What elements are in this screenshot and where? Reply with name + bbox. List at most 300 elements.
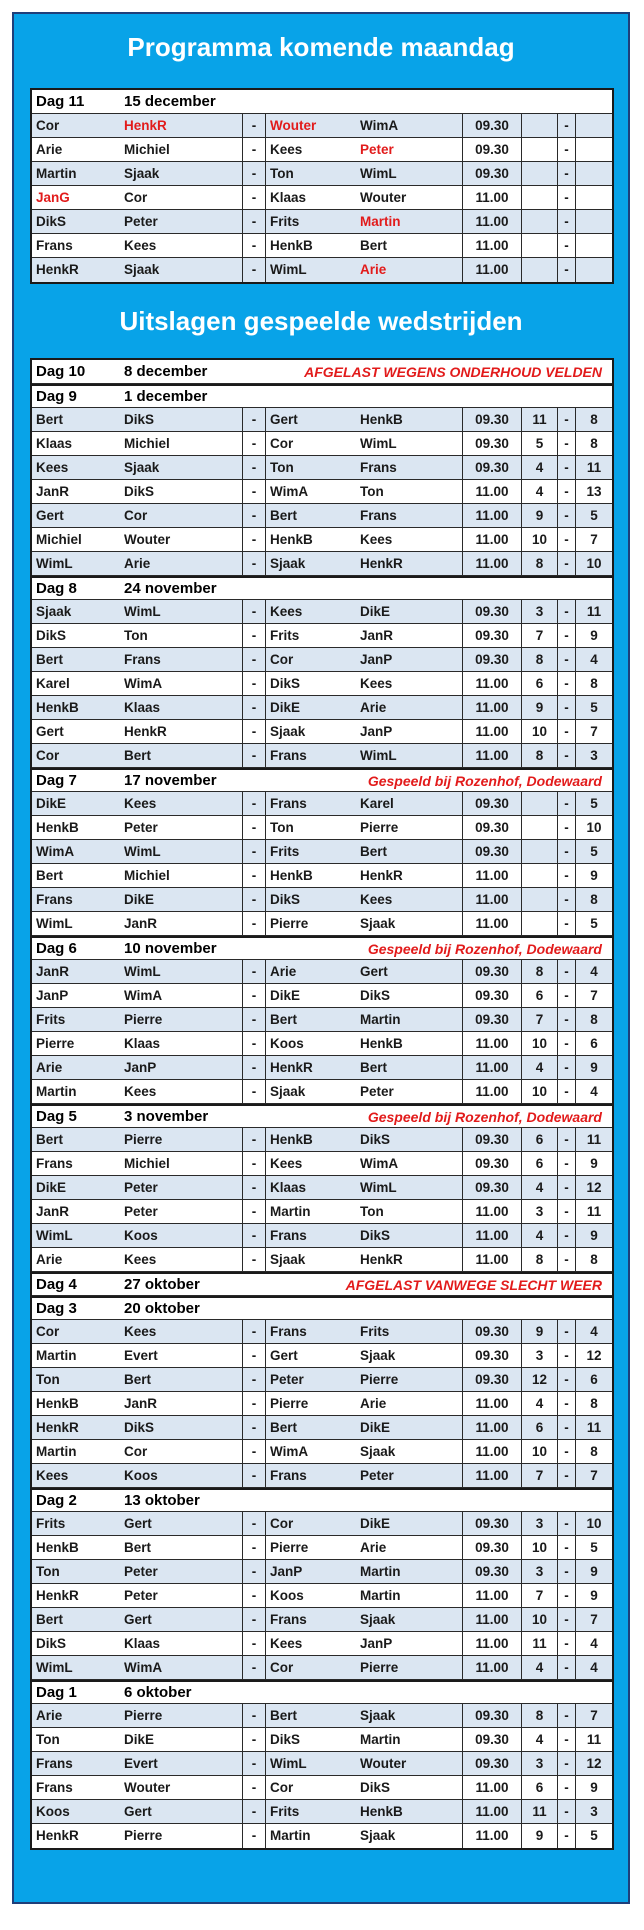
match-cell-s1: 8 (522, 960, 558, 984)
match-cell-b1: Sjaak (270, 1084, 306, 1099)
match-cell-sep: - (558, 1392, 576, 1416)
match-cell-time: 11.00 (462, 258, 522, 282)
match-cell-b1: Gert (270, 1348, 298, 1363)
match-cell-b2: DikS (360, 988, 391, 1003)
match-row (32, 1752, 612, 1776)
match-cell-time: 09.30 (462, 1704, 522, 1728)
match-cell-a2: Wouter (124, 1780, 171, 1795)
match-cell-dash: - (242, 1032, 266, 1056)
day-date: 20 oktober (124, 1300, 200, 1317)
match-cell-a1: WimL (36, 916, 73, 931)
day-date: 24 november (124, 580, 217, 597)
match-cell-b2: HenkB (360, 1804, 403, 1819)
match-cell-b1: Bert (270, 1012, 298, 1027)
match-cell-s1: 11 (522, 1800, 558, 1824)
match-cell-s2: 4 (590, 652, 598, 667)
match-cell-time: 09.30 (462, 1320, 522, 1344)
match-cell-s2: 5 (590, 844, 598, 859)
match-cell-a1: Bert (36, 1612, 64, 1627)
match-cell-b1: Frits (270, 1804, 300, 1819)
match-cell-s2: 8 (590, 1444, 598, 1459)
match-cell-a2: DikS (124, 484, 155, 499)
match-cell-s2: 5 (590, 1828, 598, 1843)
match-cell-b2: Bert (360, 1060, 388, 1075)
match-cell-b1: DikS (270, 892, 301, 907)
match-cell-sep: - (558, 1224, 576, 1248)
match-cell-sep: - (558, 864, 576, 888)
match-row (32, 1248, 612, 1272)
match-cell-sep: - (558, 744, 576, 768)
match-cell-s2: 9 (590, 868, 598, 883)
match-cell-dash: - (242, 1344, 266, 1368)
match-row (32, 1776, 612, 1800)
match-cell-sep: - (558, 1584, 576, 1608)
match-cell-a2: Peter (124, 214, 158, 229)
match-cell-dash: - (242, 1776, 266, 1800)
match-cell-s1 (522, 888, 558, 912)
match-cell-b2: Martin (360, 214, 401, 229)
match-cell-s2 (576, 138, 612, 162)
match-cell-sep: - (558, 840, 576, 864)
match-cell-sep: - (558, 1128, 576, 1152)
match-cell-s2: 11 (586, 460, 602, 475)
match-cell-time: 11.00 (462, 744, 522, 768)
match-cell-time: 11.00 (462, 1656, 522, 1680)
match-cell-a2: DikE (124, 892, 155, 907)
match-cell-a2: Klaas (124, 1636, 161, 1651)
match-cell-s1 (522, 138, 558, 162)
match-cell-a1: Ton (36, 1372, 60, 1387)
match-row (32, 792, 612, 816)
match-cell-s2: 8 (590, 1252, 598, 1267)
match-cell-s2: 11 (586, 1420, 602, 1435)
match-cell-a1: HenkR (36, 1588, 79, 1603)
match-cell-s1 (522, 114, 558, 138)
match-cell-s1: 6 (522, 984, 558, 1008)
match-cell-sep: - (558, 816, 576, 840)
match-cell-b2: Arie (360, 1396, 387, 1411)
match-cell-b1: Cor (270, 652, 294, 667)
program-table (30, 88, 614, 284)
match-cell-b1: Martin (270, 1204, 311, 1219)
match-cell-sep: - (558, 1752, 576, 1776)
match-row (32, 864, 612, 888)
match-cell-a1: Martin (36, 166, 77, 181)
match-row (32, 840, 612, 864)
match-row (32, 1152, 612, 1176)
match-cell-time: 11.00 (462, 210, 522, 234)
match-cell-b2: Kees (360, 892, 393, 907)
match-cell-a2: Bert (124, 1372, 152, 1387)
match-cell-a2: JanP (124, 1060, 157, 1075)
match-cell-b2: Martin (360, 1012, 401, 1027)
match-cell-b2: Kees (360, 532, 393, 547)
match-cell-b2: Pierre (360, 820, 399, 835)
match-cell-a1: Martin (36, 1348, 77, 1363)
match-cell-b1: Pierre (270, 1396, 309, 1411)
match-cell-s1 (522, 816, 558, 840)
match-cell-time: 11.00 (462, 504, 522, 528)
match-cell-a2: WimL (124, 964, 161, 979)
match-cell-b2: HenkR (360, 556, 403, 571)
match-row (32, 1080, 612, 1104)
match-cell-a2: Ton (124, 628, 148, 643)
match-cell-time: 09.30 (462, 1152, 522, 1176)
match-cell-sep: - (558, 648, 576, 672)
match-row (32, 408, 612, 432)
match-cell-b1: Frits (270, 844, 300, 859)
match-row (32, 1056, 612, 1080)
match-cell-a1: DikS (36, 1636, 67, 1651)
match-cell-dash: - (242, 162, 266, 186)
match-cell-dash: - (242, 186, 266, 210)
match-cell-time: 09.30 (462, 1512, 522, 1536)
match-cell-s2: 8 (590, 676, 598, 691)
match-cell-dash: - (242, 792, 266, 816)
match-cell-a1: Frans (36, 238, 73, 253)
match-cell-b2: JanP (360, 724, 393, 739)
match-cell-time: 11.00 (462, 720, 522, 744)
match-cell-a1: Arie (36, 1708, 63, 1723)
match-cell-s1: 6 (522, 1128, 558, 1152)
match-cell-time: 09.30 (462, 1128, 522, 1152)
match-cell-time: 11.00 (462, 186, 522, 210)
match-cell-b2: Sjaak (360, 1708, 396, 1723)
match-cell-sep: - (558, 1176, 576, 1200)
match-cell-time: 11.00 (462, 1224, 522, 1248)
match-cell-a1: Frans (36, 892, 73, 907)
match-cell-a2: Peter (124, 820, 158, 835)
match-cell-sep: - (558, 792, 576, 816)
match-cell-time: 11.00 (462, 1032, 522, 1056)
match-cell-time: 09.30 (462, 1560, 522, 1584)
match-cell-s2: 9 (590, 1060, 598, 1075)
match-cell-b1: Koos (270, 1036, 304, 1051)
match-cell-a2: Michiel (124, 868, 170, 883)
match-cell-time: 11.00 (462, 912, 522, 936)
match-cell-a2: WimA (124, 676, 163, 691)
match-row (32, 960, 612, 984)
match-cell-dash: - (242, 696, 266, 720)
day-header (32, 384, 612, 408)
match-cell-a2: Gert (124, 1804, 152, 1819)
match-cell-s2: 5 (590, 1540, 598, 1555)
match-row (32, 600, 612, 624)
match-cell-a2: WimA (124, 1660, 163, 1675)
match-cell-time: 09.30 (462, 1752, 522, 1776)
match-cell-sep: - (558, 258, 576, 282)
match-row (32, 1728, 612, 1752)
match-cell-a2: Pierre (124, 1708, 163, 1723)
match-cell-sep: - (558, 528, 576, 552)
day-header (32, 1296, 612, 1320)
match-cell-b1: Pierre (270, 916, 309, 931)
match-cell-s2: 7 (590, 1708, 598, 1723)
schedule-panel (12, 12, 630, 1904)
match-cell-s1: 10 (522, 1032, 558, 1056)
match-cell-dash: - (242, 1320, 266, 1344)
match-cell-b1: DikS (270, 676, 301, 691)
match-cell-b1: WimA (270, 1444, 309, 1459)
match-cell-dash: - (242, 528, 266, 552)
match-row (32, 1800, 612, 1824)
match-cell-sep: - (558, 456, 576, 480)
program-title: Programma komende maandag (127, 32, 515, 62)
match-cell-s1: 11 (522, 1632, 558, 1656)
day-date: 17 november (124, 772, 217, 789)
match-cell-s1 (522, 912, 558, 936)
match-cell-a1: Michiel (36, 532, 82, 547)
match-cell-a2: DikS (124, 1420, 155, 1435)
match-row (32, 912, 612, 936)
match-cell-a2: WimA (124, 988, 163, 1003)
match-cell-b2: Pierre (360, 1372, 399, 1387)
day-label: Dag 10 (36, 363, 86, 380)
match-cell-time: 09.30 (462, 432, 522, 456)
match-cell-s2: 4 (590, 1324, 598, 1339)
match-row (32, 648, 612, 672)
match-cell-sep: - (558, 210, 576, 234)
match-cell-s1: 4 (522, 456, 558, 480)
match-cell-b1: Pierre (270, 1540, 309, 1555)
match-cell-sep: - (558, 912, 576, 936)
match-cell-a2: Koos (124, 1228, 158, 1243)
match-cell-s2: 5 (590, 508, 598, 523)
match-cell-b1: WimL (270, 262, 307, 277)
match-cell-a1: JanP (36, 988, 69, 1003)
match-cell-s2: 9 (590, 1228, 598, 1243)
match-cell-s2: 4 (590, 1084, 598, 1099)
match-cell-time: 11.00 (462, 696, 522, 720)
match-cell-time: 11.00 (462, 1392, 522, 1416)
match-cell-a2: HenkR (124, 118, 167, 133)
match-cell-sep: - (558, 234, 576, 258)
match-cell-a1: Martin (36, 1444, 77, 1459)
match-cell-sep: - (558, 600, 576, 624)
match-cell-a2: DikE (124, 1732, 155, 1747)
match-cell-a2: Evert (124, 1348, 158, 1363)
match-cell-s2: 7 (590, 724, 598, 739)
match-cell-s2: 4 (590, 1660, 598, 1675)
match-cell-sep: - (558, 960, 576, 984)
match-cell-b1: Bert (270, 1708, 298, 1723)
match-cell-a2: Sjaak (124, 460, 160, 475)
match-cell-s1: 3 (522, 1200, 558, 1224)
match-cell-sep: - (558, 1152, 576, 1176)
match-cell-b2: Frits (360, 1324, 390, 1339)
match-cell-s1: 9 (522, 696, 558, 720)
match-cell-time: 11.00 (462, 1464, 522, 1488)
match-row (32, 624, 612, 648)
day-label: Dag 8 (36, 580, 77, 597)
match-cell-time: 11.00 (462, 1080, 522, 1104)
match-cell-a1: JanG (36, 190, 70, 205)
match-cell-s1: 10 (522, 1608, 558, 1632)
match-cell-sep: - (558, 1656, 576, 1680)
match-cell-s2: 7 (590, 1468, 598, 1483)
match-cell-s1: 6 (522, 1152, 558, 1176)
match-cell-s2: 7 (590, 1612, 598, 1627)
match-cell-a1: Karel (36, 676, 70, 691)
match-cell-time: 11.00 (462, 1416, 522, 1440)
match-cell-time: 09.30 (462, 624, 522, 648)
match-cell-time: 11.00 (462, 480, 522, 504)
match-cell-s1: 9 (522, 504, 558, 528)
match-cell-dash: - (242, 864, 266, 888)
match-cell-b2: WimA (360, 118, 399, 133)
match-cell-s1 (522, 864, 558, 888)
match-row (32, 744, 612, 768)
match-cell-time: 11.00 (462, 1776, 522, 1800)
match-row (32, 1392, 612, 1416)
day-label: Dag 11 (36, 93, 85, 110)
match-cell-sep: - (558, 1080, 576, 1104)
match-cell-a2: Arie (124, 556, 151, 571)
day-header (32, 1488, 612, 1512)
match-cell-dash: - (242, 912, 266, 936)
match-cell-a1: HenkB (36, 1396, 79, 1411)
match-cell-b2: Sjaak (360, 916, 396, 931)
match-cell-time: 11.00 (462, 1248, 522, 1272)
match-cell-time: 11.00 (462, 1824, 522, 1848)
day-label: Dag 5 (36, 1108, 77, 1125)
match-cell-b1: JanP (270, 1564, 303, 1579)
match-cell-sep: - (558, 1560, 576, 1584)
match-cell-b2: JanR (360, 628, 394, 643)
match-cell-b2: Pierre (360, 1660, 399, 1675)
match-cell-b1: Frans (270, 1612, 307, 1627)
match-row (32, 114, 612, 138)
match-cell-s2: 11 (586, 1132, 602, 1147)
match-cell-b2: WimA (360, 1156, 399, 1171)
day-note: Gespeeld bij Rozenhof, Dodewaard (367, 940, 602, 957)
match-cell-b2: Arie (360, 1540, 387, 1555)
match-cell-sep: - (558, 1200, 576, 1224)
match-cell-dash: - (242, 648, 266, 672)
match-cell-b2: HenkB (360, 412, 403, 427)
match-cell-a2: Peter (124, 1204, 158, 1219)
match-cell-dash: - (242, 1392, 266, 1416)
match-cell-a1: Frans (36, 1156, 73, 1171)
match-cell-a1: Arie (36, 142, 63, 157)
match-row (32, 1368, 612, 1392)
day-label: Dag 1 (36, 1684, 77, 1701)
match-cell-dash: - (242, 1800, 266, 1824)
match-row (32, 1824, 612, 1848)
match-cell-b2: Peter (360, 1084, 394, 1099)
match-cell-a1: HenkB (36, 700, 79, 715)
match-cell-dash: - (242, 1704, 266, 1728)
match-cell-a2: Evert (124, 1756, 158, 1771)
match-cell-s1: 8 (522, 1704, 558, 1728)
match-cell-dash: - (242, 1560, 266, 1584)
match-cell-b2: Bert (360, 238, 388, 253)
match-cell-b1: Frans (270, 1324, 307, 1339)
match-cell-sep: - (558, 186, 576, 210)
match-cell-dash: - (242, 114, 266, 138)
match-cell-sep: - (558, 1824, 576, 1848)
match-cell-s2 (576, 234, 612, 258)
match-row (32, 1560, 612, 1584)
match-cell-time: 11.00 (462, 1800, 522, 1824)
match-row (32, 1128, 612, 1152)
match-cell-a1: Frits (36, 1012, 66, 1027)
match-cell-s2: 7 (590, 988, 598, 1003)
match-cell-b1: Kees (270, 604, 303, 619)
match-cell-a2: Peter (124, 1564, 158, 1579)
match-cell-time: 09.30 (462, 1368, 522, 1392)
match-cell-time: 09.30 (462, 456, 522, 480)
match-cell-dash: - (242, 408, 266, 432)
match-cell-sep: - (558, 1800, 576, 1824)
match-cell-b2: HenkB (360, 1036, 403, 1051)
match-cell-time: 09.30 (462, 648, 522, 672)
match-row (32, 162, 612, 186)
match-cell-b1: Klaas (270, 1180, 307, 1195)
match-cell-a2: Klaas (124, 1036, 161, 1051)
match-cell-a1: Martin (36, 1084, 77, 1099)
match-cell-s1: 6 (522, 1776, 558, 1800)
match-cell-time: 09.30 (462, 840, 522, 864)
match-cell-s1: 7 (522, 1464, 558, 1488)
match-row (32, 138, 612, 162)
match-cell-s2: 5 (590, 916, 598, 931)
match-cell-a1: Kees (36, 460, 69, 475)
match-cell-a2: Pierre (124, 1132, 163, 1147)
match-cell-s2 (576, 186, 612, 210)
match-cell-time: 09.30 (462, 1344, 522, 1368)
match-cell-b2: Sjaak (360, 1348, 396, 1363)
match-cell-b1: Frans (270, 748, 307, 763)
match-cell-a1: Ton (36, 1564, 60, 1579)
match-cell-time: 09.30 (462, 408, 522, 432)
match-cell-b2: Wouter (360, 1756, 407, 1771)
match-cell-sep: - (558, 1056, 576, 1080)
day-header (32, 90, 612, 114)
match-cell-s1: 4 (522, 1728, 558, 1752)
match-cell-b1: WimA (270, 484, 309, 499)
match-cell-time: 11.00 (462, 888, 522, 912)
match-cell-time: 11.00 (462, 864, 522, 888)
match-cell-a2: Peter (124, 1588, 158, 1603)
match-cell-b1: HenkB (270, 1132, 313, 1147)
match-cell-time: 09.30 (462, 1728, 522, 1752)
match-cell-a1: JanR (36, 1204, 70, 1219)
day-header (32, 1272, 612, 1296)
match-cell-b1: Kees (270, 1636, 303, 1651)
match-cell-s1: 12 (522, 1368, 558, 1392)
match-cell-sep: - (558, 1704, 576, 1728)
match-cell-sep: - (558, 1440, 576, 1464)
match-cell-s1 (522, 162, 558, 186)
match-row (32, 210, 612, 234)
match-cell-s1: 3 (522, 1560, 558, 1584)
match-row (32, 1608, 612, 1632)
match-cell-b2: Peter (360, 142, 394, 157)
match-cell-dash: - (242, 1584, 266, 1608)
match-cell-b2: WimL (360, 436, 397, 451)
match-cell-b2: Martin (360, 1732, 401, 1747)
match-row (32, 1176, 612, 1200)
match-cell-dash: - (242, 552, 266, 576)
match-cell-b2: WimL (360, 1180, 397, 1195)
match-cell-time: 09.30 (462, 1536, 522, 1560)
match-cell-dash: - (242, 1656, 266, 1680)
match-row (32, 696, 612, 720)
match-cell-time: 09.30 (462, 1008, 522, 1032)
match-cell-s2: 5 (590, 796, 598, 811)
match-cell-dash: - (242, 888, 266, 912)
